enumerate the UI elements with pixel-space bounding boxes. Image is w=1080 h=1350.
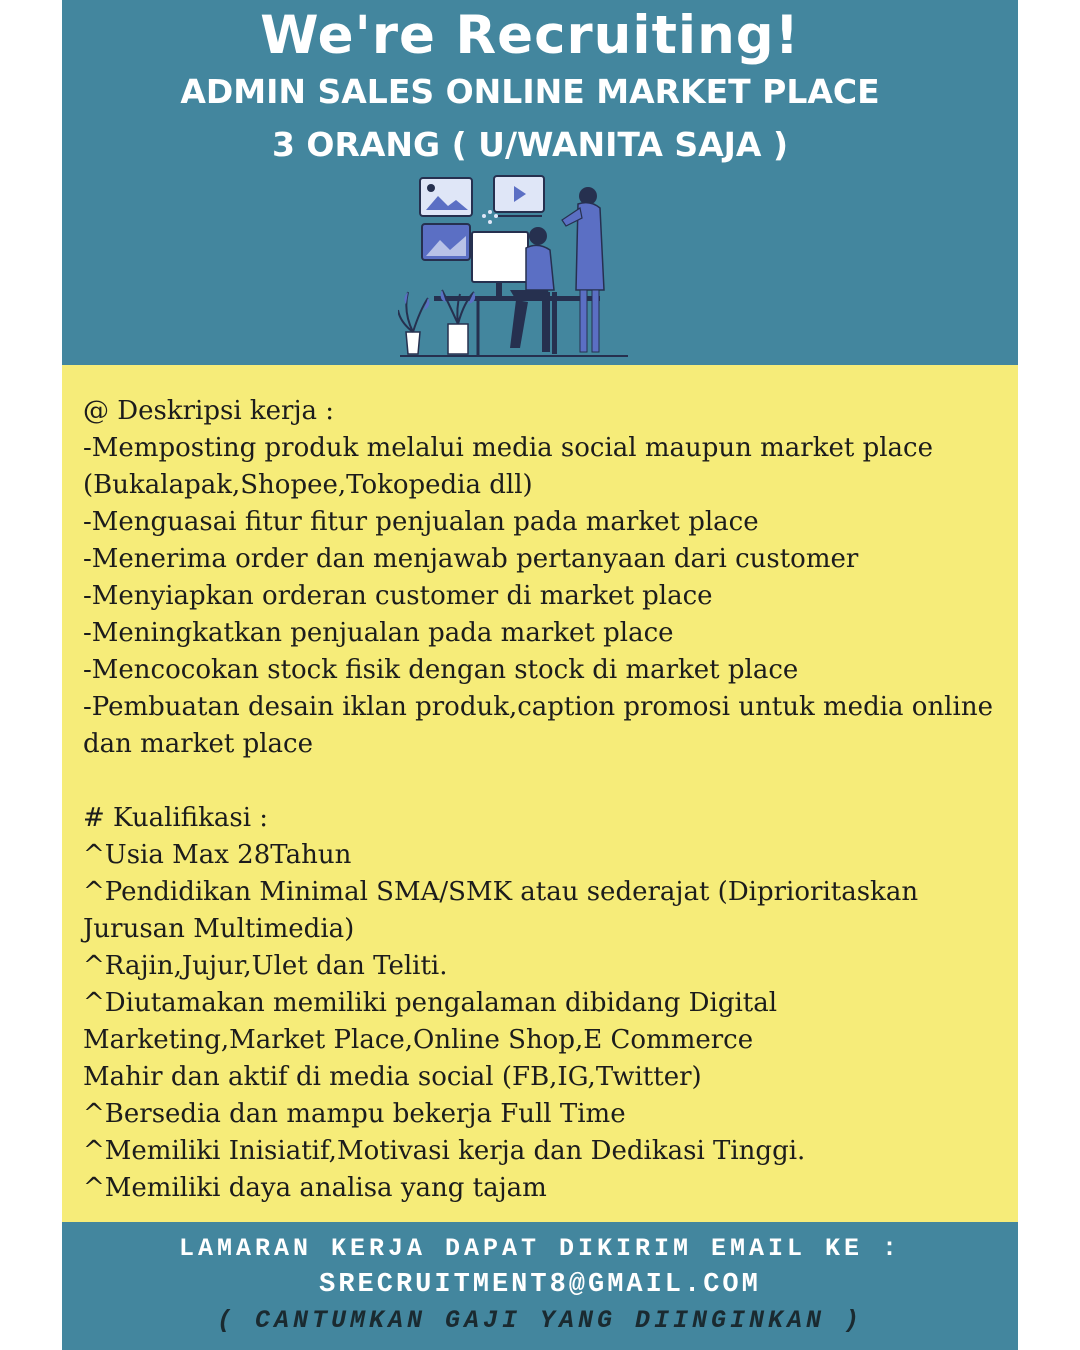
image-card-icon (420, 178, 472, 216)
list-item: ^Bersedia dan mampu bekerja Full Time (83, 1099, 626, 1129)
list-item: -Menguasai fitur fitur penjualan pada market place (83, 507, 759, 537)
poster-title: We're Recruiting! (260, 5, 800, 66)
photo-card-icon (422, 224, 470, 260)
list-item: -Memposting produk melalui media social maupun market place (Bukalapak,Shopee,Tokopedia dll) (83, 433, 934, 500)
poster-footer (62, 1222, 1018, 1350)
contact-email[interactable]: SRECRUITMENT8@GMAIL.COM (319, 1270, 761, 1300)
apply-instruction: LAMARAN KERJA DAPAT DIKIRIM EMAIL KE : (178, 1234, 902, 1263)
plant-pot-icon (398, 292, 429, 354)
monitor-icon (472, 232, 528, 296)
qualification-heading: # Kualifikasi : (83, 803, 269, 833)
recruitment-poster (62, 0, 1018, 1350)
salary-note: ( CANTUMKAN GAJI YANG DIINGINKAN ) (216, 1306, 864, 1335)
job-details-section (62, 365, 1018, 1222)
job-details-text (83, 393, 1008, 1207)
video-card-icon (494, 176, 544, 216)
list-item: ^Usia Max 28Tahun (83, 840, 352, 870)
list-item: -Menyiapkan orderan customer di market place (83, 581, 713, 611)
list-item: ^Pendidikan Minimal SMA/SMK atau sederajat (Diprioritaskan Jurusan Multimedia) (83, 877, 919, 944)
list-item: ^Memiliki Inisiatif,Motivasi kerja dan Dedikasi Tinggi. (83, 1136, 806, 1166)
list-item: Mahir dan aktif di media social (FB,IG,Twitter) (83, 1062, 702, 1092)
list-item: -Menerima order dan menjawab pertanyaan dari customer (83, 544, 859, 574)
poster-header (62, 0, 1018, 365)
position-title: ADMIN SALES ONLINE MARKET PLACE (180, 72, 880, 111)
list-item: ^Memiliki daya analisa yang tajam (83, 1173, 547, 1203)
list-item: -Meningkatkan penjualan pada market place (83, 618, 674, 648)
standing-person-icon (562, 187, 604, 352)
list-item: ^Rajin,Jujur,Ulet dan Teliti. (83, 951, 448, 981)
list-item: ^Diutamakan memiliki pengalaman dibidang Digital Marketing,Market Place,Online Shop,E Commerce (83, 988, 778, 1055)
quota-text: 3 ORANG ( U/WANITA SAJA ) (271, 125, 789, 164)
section-spacer (83, 763, 1008, 800)
office-work-illustration (398, 172, 638, 362)
list-item: -Mencocokan stock fisik dengan stock di market place (83, 655, 799, 685)
description-heading: @ Deskripsi kerja : (83, 396, 335, 426)
list-item: -Pembuatan desain iklan produk,caption promosi untuk media online dan market place (83, 692, 993, 759)
